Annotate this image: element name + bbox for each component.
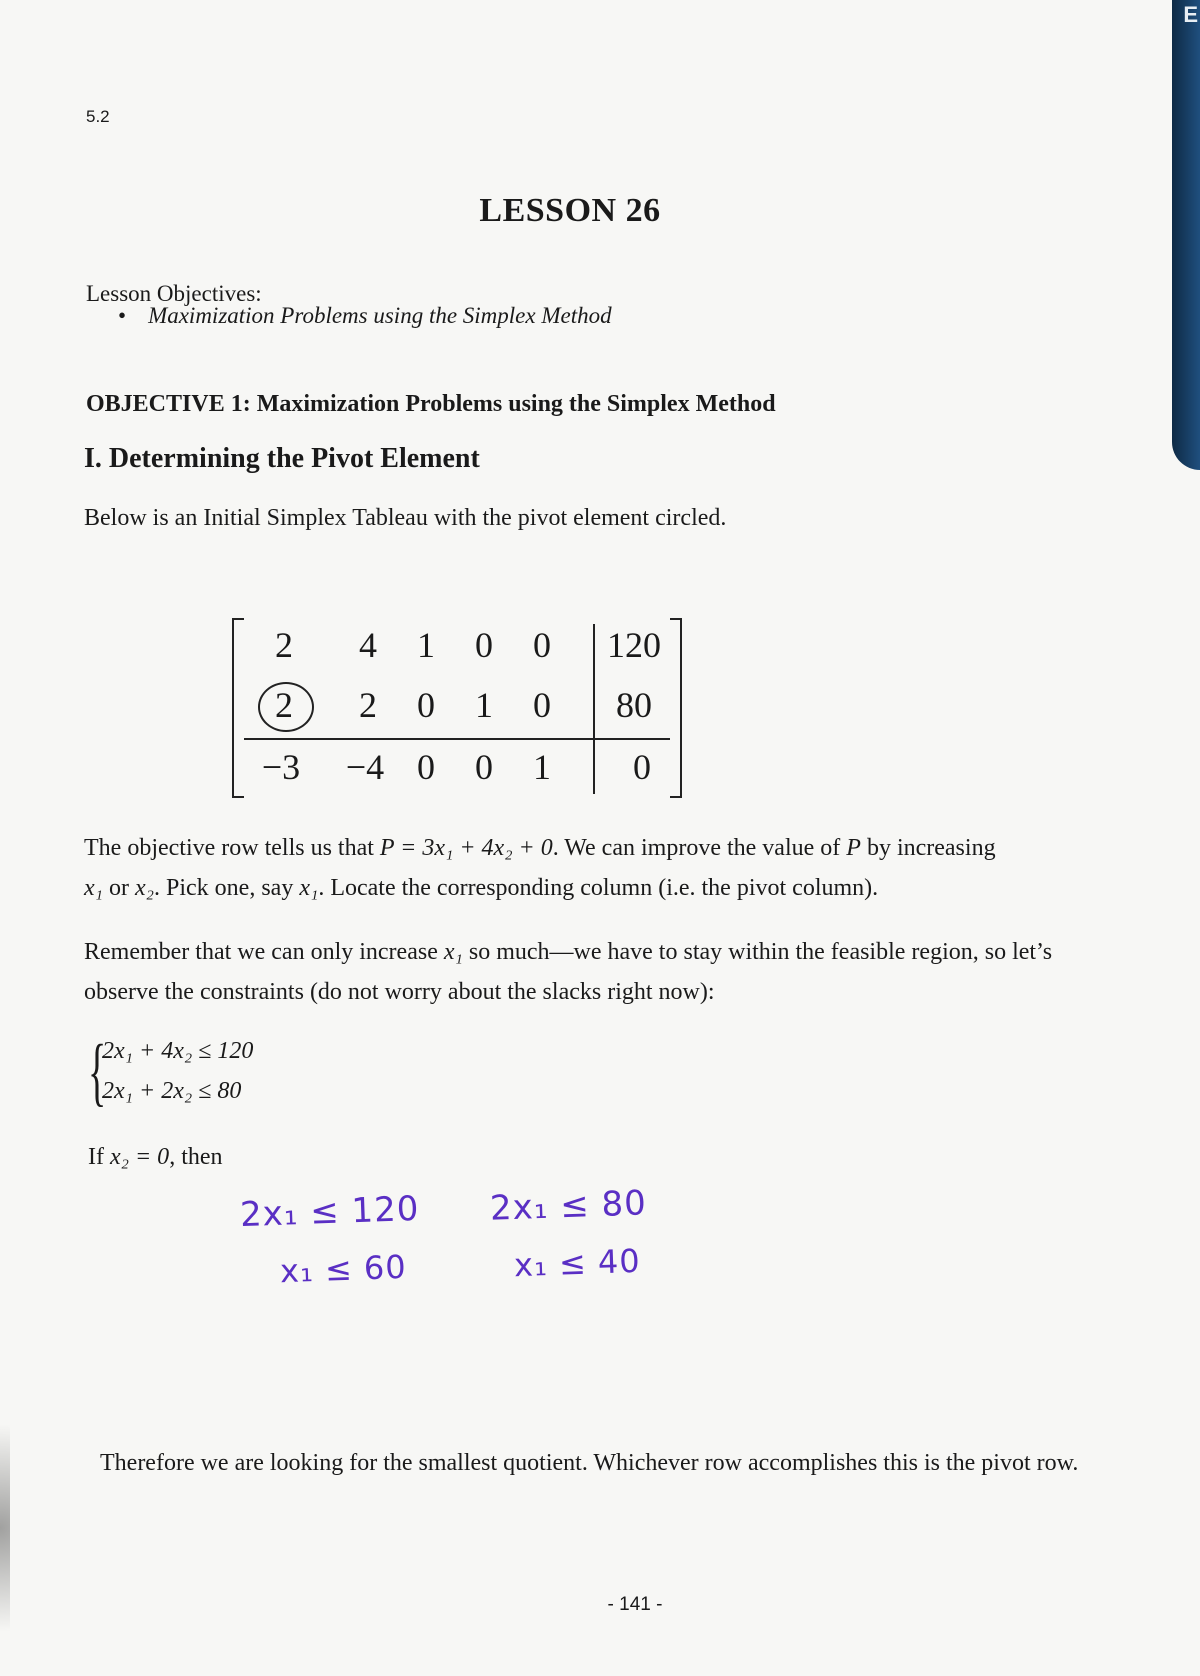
objective-row-divider [244, 738, 670, 740]
tableau-cell: 0 [633, 747, 651, 787]
if-condition [88, 1144, 223, 1171]
objective-equation: P = 3x₁ + 4x₂ + 0 [379, 835, 553, 861]
constraint-2: 2x₁ + 2x₂ ≤ 80 [102, 1078, 242, 1104]
objective-list-item [118, 303, 612, 329]
variable-x1: x₁ [443, 939, 463, 965]
handwritten-note: 2x₁ ≤ 80 [489, 1183, 648, 1229]
text-run: Remember that we can only increase [84, 939, 444, 965]
text-run: by increasing [860, 835, 996, 861]
tableau-cell: 1 [475, 685, 493, 725]
brace-icon: { [88, 1030, 107, 1114]
variable-x2: x₂ [135, 875, 154, 901]
pivot-element: 2 [275, 685, 293, 725]
tableau-cell: 0 [417, 685, 435, 725]
objectives-label: Lesson Objectives: [86, 281, 262, 306]
adjacent-page-edge [1172, 0, 1200, 470]
text-run: , then [169, 1144, 223, 1170]
text-run: so much—we have to stay within the feasible region, so let’s observe the constraints (do not worry about the slacks right now): [84, 939, 1053, 1005]
section-number: 5.2 [86, 107, 110, 126]
tableau-cell: 120 [607, 625, 661, 665]
tableau-cell: −4 [345, 747, 385, 787]
handwritten-note: x₁ ≤ 60 [279, 1247, 408, 1291]
tableau-cell: 4 [359, 625, 377, 665]
tableau-cell: −3 [261, 747, 301, 787]
conclusion-paragraph: Therefore we are looking for the smallest quotient. Whichever row accomplishes this is the pivot row. [100, 1450, 1079, 1476]
text-run: If [88, 1144, 110, 1170]
tableau-cell: 0 [533, 625, 551, 665]
tableau-cell: 1 [417, 625, 435, 665]
simplex-tableau [232, 618, 682, 796]
remember-paragraph [84, 932, 1124, 1012]
handwritten-note: 2x₁ ≤ 120 [239, 1188, 421, 1236]
left-bracket [232, 618, 244, 798]
tableau-cell: 0 [417, 747, 435, 787]
bullet-icon: • [118, 303, 127, 328]
text-run: The objective row tells us that [84, 835, 380, 861]
objective-heading: OBJECTIVE 1: Maximization Problems using the Simplex Method [86, 391, 776, 417]
constraint-1: 2x₁ + 4x₂ ≤ 120 [102, 1038, 254, 1064]
tableau-cell: 80 [616, 685, 652, 725]
constraint-system [88, 1032, 328, 1120]
lesson-title: LESSON 26 [479, 192, 661, 229]
handwritten-note: x₁ ≤ 40 [513, 1241, 642, 1285]
tableau-cell: 2 [359, 685, 377, 725]
tableau-cell: 0 [533, 685, 551, 725]
objective-text: Maximization Problems using the Simplex Method [148, 303, 612, 328]
text-run: or [103, 875, 135, 901]
binding-shadow [0, 1380, 10, 1676]
text-run: . Pick one, say [154, 875, 300, 901]
page-number: - 141 - [607, 1594, 663, 1615]
condition: x₂ = 0 [109, 1144, 170, 1170]
variable-p: P [846, 835, 861, 861]
intro-paragraph: Below is an Initial Simplex Tableau with the pivot element circled. [84, 505, 727, 531]
variable-x1: x₁ [299, 875, 319, 901]
tableau-cell: 1 [533, 747, 551, 787]
text-run: . We can improve the value of [552, 835, 847, 861]
text-run: . Locate the corresponding column (i.e. the pivot column). [318, 875, 879, 901]
variable-x1: x₁ [84, 875, 103, 901]
tableau-cell: 0 [475, 747, 493, 787]
tableau-cell: 0 [475, 625, 493, 665]
objective-row-paragraph [84, 828, 1124, 908]
tableau-cell: 2 [275, 625, 293, 665]
augmented-divider [593, 624, 595, 794]
page-edge-letter: E [1183, 2, 1198, 27]
section-heading: I. Determining the Pivot Element [84, 443, 480, 474]
